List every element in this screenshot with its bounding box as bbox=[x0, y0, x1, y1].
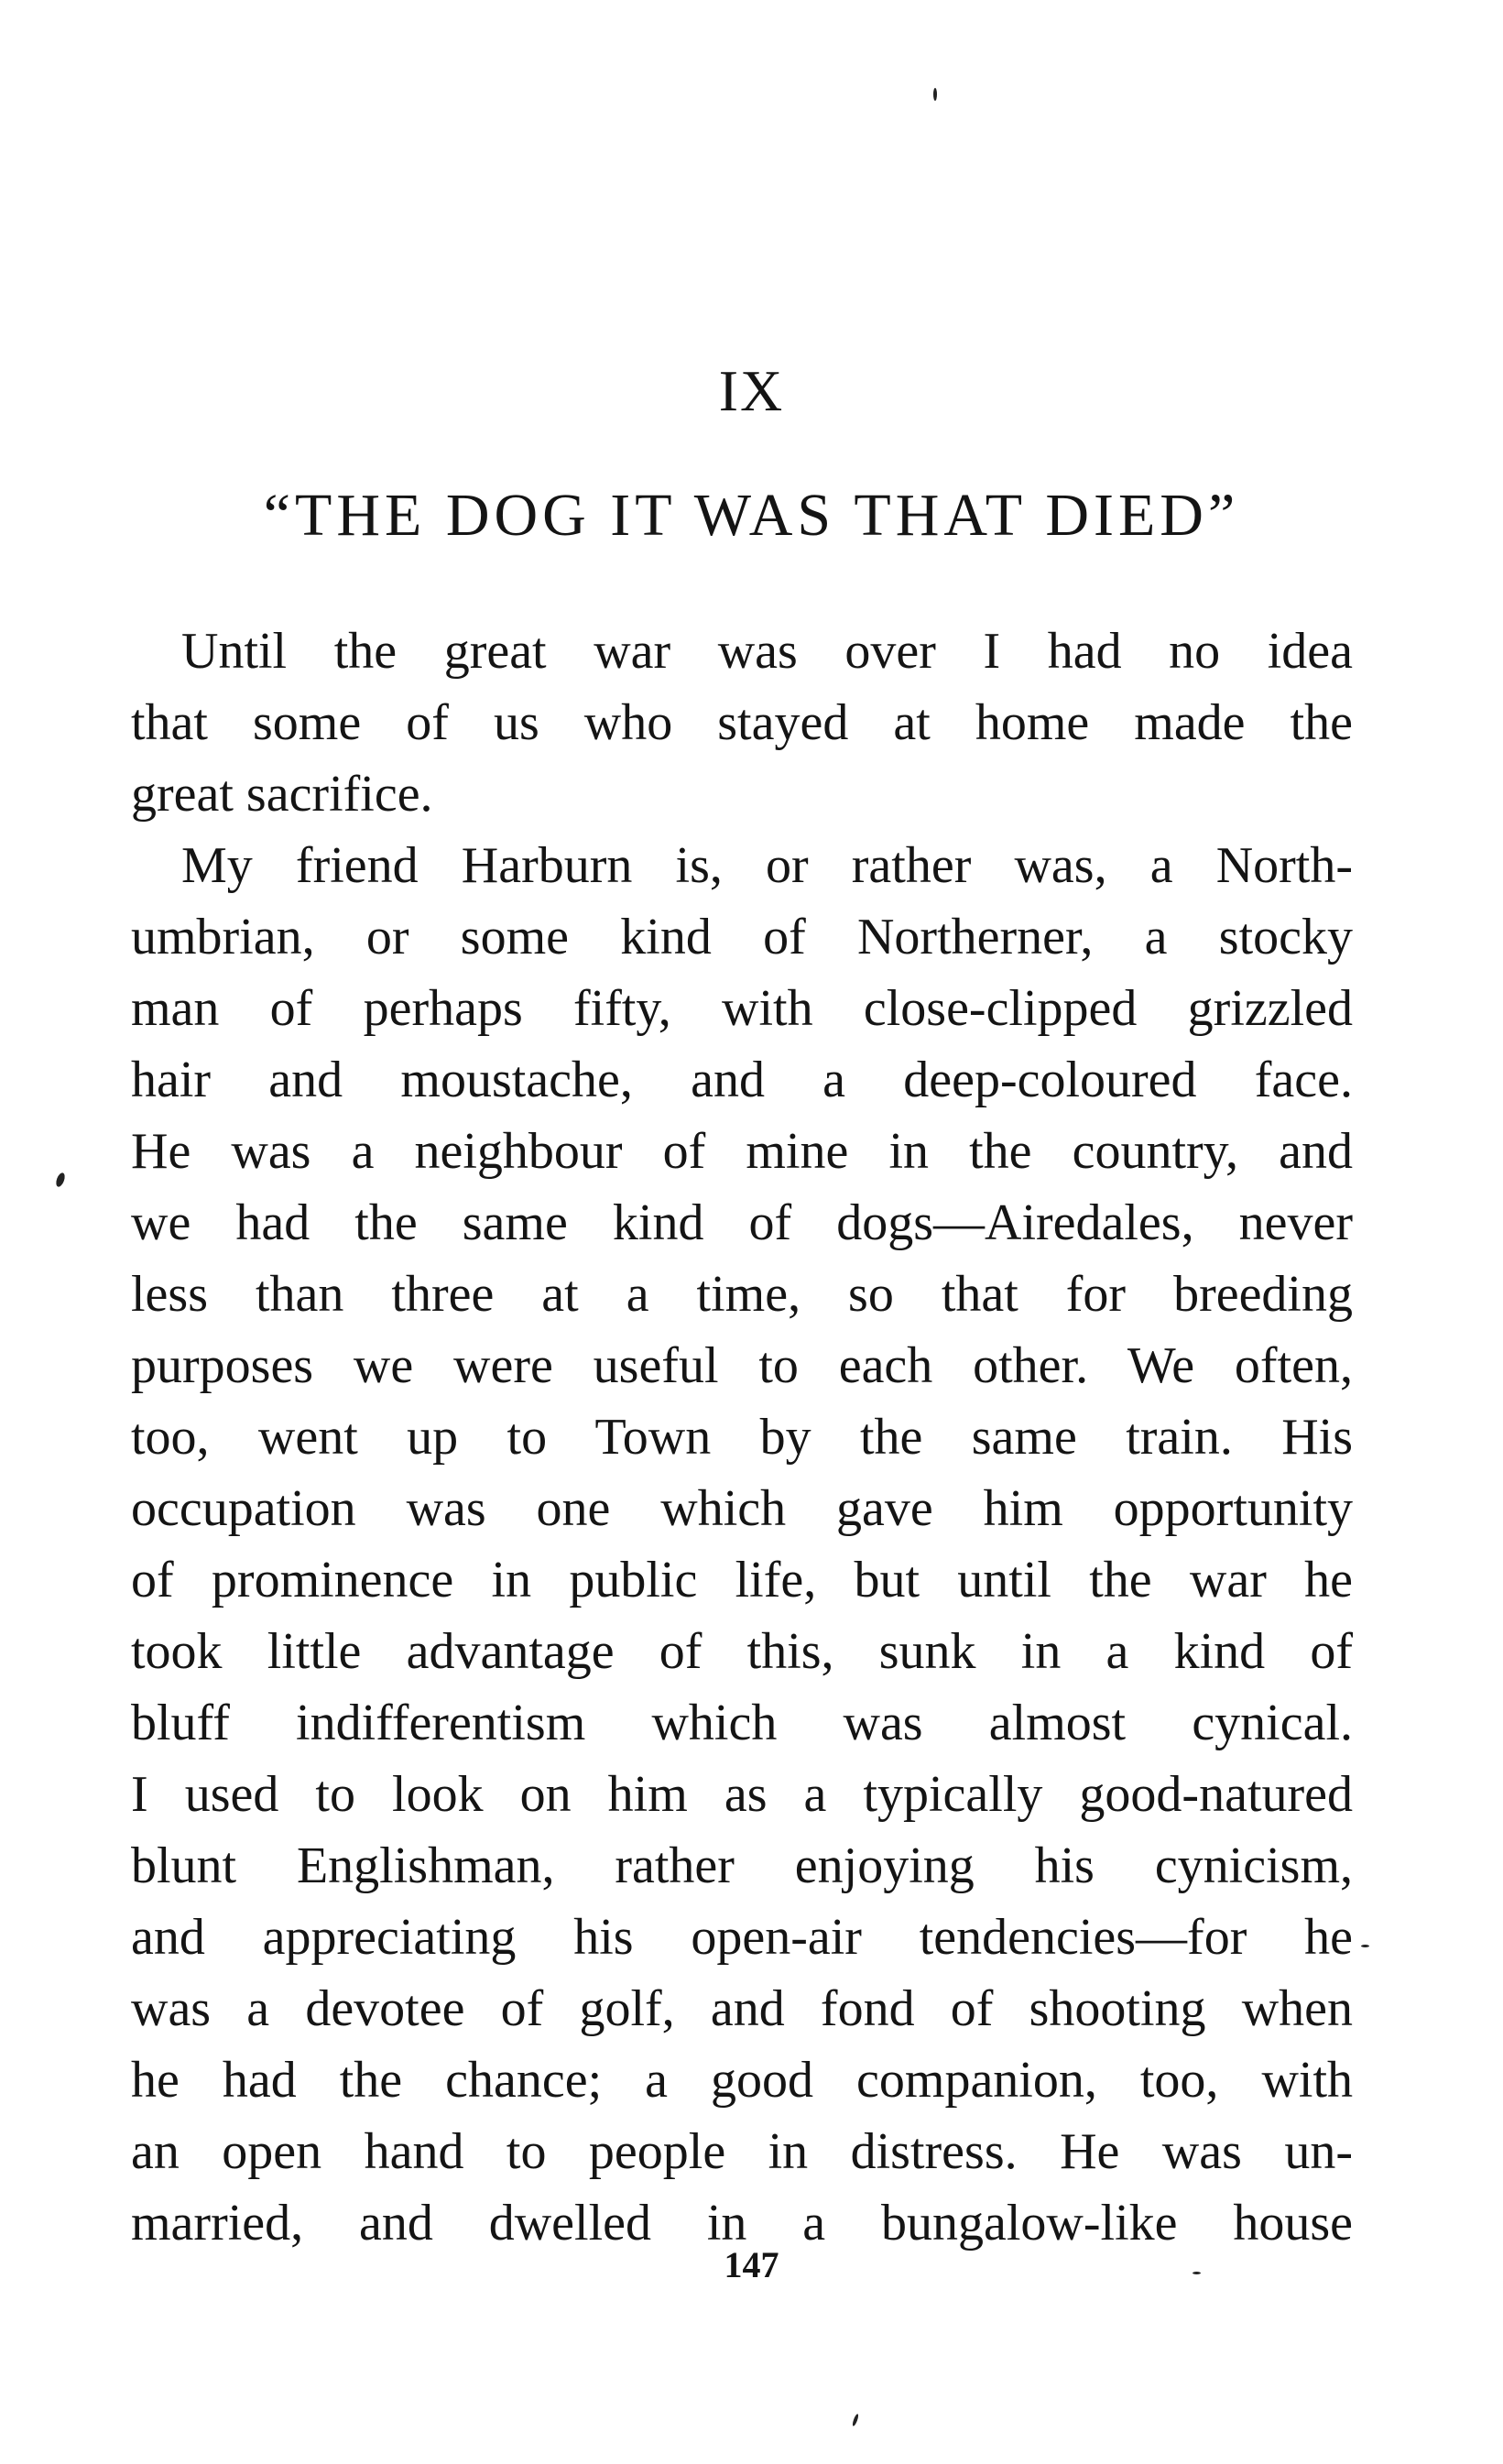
paragraph bbox=[131, 830, 1353, 2259]
text-line: took little advantage of this, sunk in a kind of bbox=[131, 1623, 1353, 1680]
text-line: hair and moustache, and a deep-coloured face. bbox=[131, 1052, 1353, 1108]
text-line: that some of us who stayed at home made the bbox=[131, 694, 1353, 751]
text-line: He was a neighbour of mine in the country, and bbox=[131, 1123, 1353, 1180]
text-line: Until the great war was over I had no idea bbox=[181, 623, 1353, 680]
text-line: man of perhaps fifty, with close-clipped grizzled bbox=[131, 980, 1353, 1037]
print-speck bbox=[1361, 1945, 1369, 1947]
text-line: he had the chance; a good companion, too, with bbox=[131, 2052, 1353, 2109]
text-line: was a devotee of golf, and fond of shooting when bbox=[131, 1980, 1353, 2037]
print-speck bbox=[55, 1172, 67, 1188]
text-line: and appreciating his open-air tendencies—for he bbox=[131, 1909, 1353, 1966]
paragraph bbox=[131, 616, 1353, 830]
text-line: occupation was one which gave him opportunity bbox=[131, 1480, 1353, 1537]
text-line: an open hand to people in distress. He was un- bbox=[131, 2123, 1353, 2180]
text-line: I used to look on him as a typically good-natured bbox=[131, 1766, 1353, 1823]
text-line: umbrian, or some kind of Northerner, a stocky bbox=[131, 909, 1353, 965]
body-text bbox=[131, 616, 1353, 2259]
text-line: too, went up to Town by the same train. His bbox=[131, 1409, 1353, 1466]
chapter-title: “THE DOG IT WAS THAT DIED” bbox=[263, 482, 1240, 549]
text-line: great sacrifice. bbox=[131, 766, 433, 823]
text-line: we had the same kind of dogs—Airedales, never bbox=[131, 1194, 1353, 1251]
chapter-number: IX bbox=[718, 358, 785, 423]
text-line: married, and dwelled in a bungalow-like house bbox=[131, 2195, 1353, 2251]
text-line: of prominence in public life, but until the war he bbox=[131, 1552, 1353, 1608]
text-line: less than three at a time, so that for breeding bbox=[131, 1266, 1353, 1323]
text-line: My friend Harburn is, or rather was, a North- bbox=[181, 837, 1353, 894]
text-line: bluff indifferentism which was almost cynical. bbox=[131, 1695, 1353, 1751]
page-number: 147 bbox=[724, 2244, 779, 2285]
text-line: blunt Englishman, rather enjoying his cynicism, bbox=[131, 1837, 1353, 1894]
print-speck bbox=[852, 2414, 860, 2427]
text-line: purposes we were useful to each other. We often, bbox=[131, 1337, 1353, 1394]
print-speck bbox=[933, 88, 937, 101]
